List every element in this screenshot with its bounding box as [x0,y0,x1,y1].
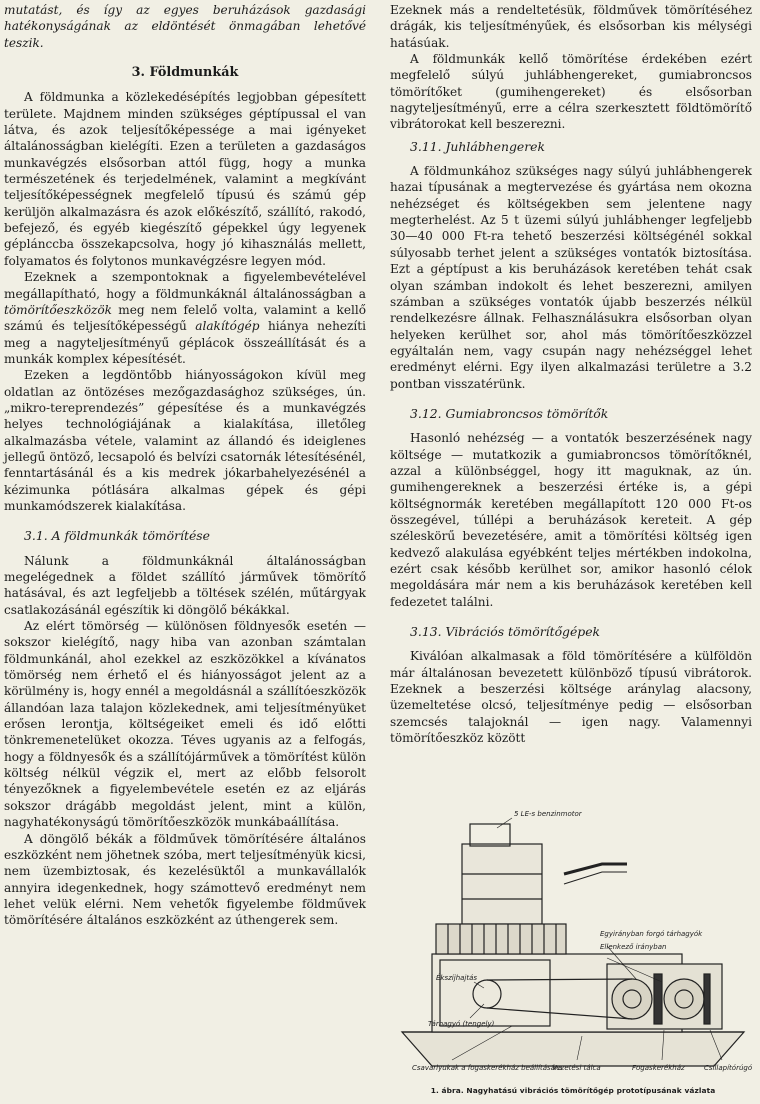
section-title: 3. Földmunkák [131,65,239,81]
adjust-label: Csavarlyukak a fogaskerékház beállítására [412,1064,563,1072]
paragraph: A döngölő békák a földművek tömörítésére általános eszközként nem jöhetnek szóba, mert teljesítményük kicsi, nem üzembiztosak, és kezelésüktől a munkavállalók annyira idegenkednek, hogy számottevő eredményt nem lehet velük elérni. Nem vehetők figyelembe földművek tömörítésére általános eszközként az úthengerek sem. [4,831,366,928]
paragraph: Ezeknek más a rendeltetésük, földművek tömörítéséhez drágák, kis teljesítményűek, és elsősorban kis mélységi hatásúak. [390,3,752,50]
roller-label: Tárhagyó (tengely) [428,1020,495,1028]
belt-label: Ékszíjhajtás [436,974,478,982]
figure-caption: 1. ábra. Nagyhatású vibrációs tömörítőgép prototípusának vázlata [430,1086,716,1095]
paragraph: Kiválóan alkalmasak a föld tömörítésére a külföldön már általánosan bevezetett különböző típusú vibrátorok. Ezeknek a beszerzési költsége aránylag alacsony, üzemeltetése olcsó, teljesítménye pedig — elsősorban szemcsés talajoknál — igen nagy. Valamennyi tömörítőeszköz között [390,649,752,746]
subsection-title: 3.11. Juhlábhengerek [410,138,545,154]
paragraph: Ezeken a legdöntőbb hiányosságokon kívül meg oldatlan az öntözéses mezőgazdasághoz szükséges, ún. „mikro-tereprendezés” gépesítése és a munkavégzés helyes technológiájának a kialakítása, illetőleg alkalmazásba vétele, valamint az állandó és ideiglenes jellegű öntöző, lecsapoló és belvízi csatornák létesítésénél, fenntartásánál és a kis medrek jókarbahelyezésénél a kézimunka pótlására alkalmas gépek és gépi munkamódszerek kialakítása. [4,368,366,513]
paragraph: Ezeknek a szempontoknak a figyelembevételével megállapítható, hogy a földmunkáknál általánosságban a tömörítőeszközök meg nem felelő volta, valamint a kellő számú és teljesítőképességű alakítógép hiánya nehezíti meg a nagyteljesítményű géplácok összeállítását és a munkák komplex képesítését. [4,270,367,366]
counter-shaft-label: Egyirányban forgó tárhagyók [600,930,703,938]
subsection-title: 3.13. Vibrációs tömörítőgépek [410,624,601,640]
paragraph: Hasonló nehézség — a vontatók beszerzésének nagy költsége — mutatkozik a gumiabroncsos tömörítőknél, azzal a különbséggel, hogy itt maguknak, az ún. gumihengereknek a beszerzési értéke is, a gépi költségnormák keretében megállapított 120 000 Ft-os összegével, túllépi a beruházások kereteit. A gép széleskörű bevezetésére, amit a tömörítési költség igen kedvező alakulása egyébként teljes mértékben indokolna, ezért csak később kerülhet sor, amikor hasonló célok megoldására már nem a kis beruházások keretében kell fedezetet találni. [390,431,752,609]
paragraph: A földmunkához szükséges nagy súlyú juhlábhengerek hazai típusának a megtervezése és gyártása nem okozna nehézséget és költségekben sem jelentene nagy megterhelést. Az 5 t üzemi súlyú juhlábhenger legfeljebb 30—40 000 Ft-ra tehető beszerzési költségénél sokkal súlyosabb terhet jelent a szükséges vontatók biztosítása. Ezt a géptípust a kis beruházások keretében tehát csak olyan számban indokolt és lehet beszerezni, amilyen számban a szükséges vontatók újabb beszerzés nélkül rendelkezésre állnak. Felhasználásukra elsősorban olyan helyeken kerülhet sor, ahol más tömörítőeszközzel egyáltalán nem, vagy csupán nagy nehézséggel lehet eredményt elérni. Egy ilyen alkalmazási területre a 3.2 pontban visszatérünk. [390,164,752,391]
vibrator-sketch [392,804,754,1080]
spring-label: Csillapítórúgó [704,1064,753,1072]
plate-label: Vezetési tálca [552,1064,601,1072]
engine-label: 5 LE-s benzinmotor [514,810,582,818]
right-column [390,2,752,746]
paragraph: A földmunkák kellő tömörítése érdekében ezért megfelelő súlyú juhlábhengereket, gumiabroncsos tömörítőket (gumihengereket) és elsősorban nagyteljesítményű, erre a célra szerkesztett földtömörítő vibrátorokat kell beszerezni. [390,52,752,132]
intro-paragraph: mutatást, és így az egyes beruházások gazdasági hatékonyságának az eldöntését önmagában lehetővé teszik. [4,3,366,50]
subsection-title: 3.1. A földmunkák tömörítése [24,528,210,544]
paragraph: Nálunk a földmunkáknál általánosságban megelégednek a földet szállító járművek tömörítő hatásával, és azt legfeljebb a töltések szélén, műtárgyak csatlakozásánál egészítik ki döngölő békákkal. [4,553,366,617]
gearbox-label: Fogaskerékház [632,1064,685,1072]
paragraph: A földmunka a közlekedésépítés legjobban gépesített területe. Majdnem minden szükséges géptípussal el van látva, és azok teljesítőképessége a mai igényeket általánosságban kielégíti. Ezen a területen a gazdaságos munkavégzés elsősorban attól függ, hogy a munka természetének és terjedelmének, valamint a megkívánt teljesítőképességnek megfelelő típusú és számú gép kerüljön alkalmazásra és azok előkészítő, szállító, rakodó, befejező, és egyéb kiegészítő gépekkel úgy legyenek géplánccba összekapcsolva, hogy jó kihasználás mellett, folyamatos és folytonos munkavégzésre legyen mód. [4,90,366,268]
machine-diagram [392,804,754,1080]
subsection-title: 3.12. Gumiabroncsos tömörítők [410,405,609,421]
paragraph: Az elért tömörség — különösen földnyesők esetén — sokszor kielégítő, nagy hiba van azonban számtalan földmunkánál, ahol ezekkel az eszközökkel a kívánatos tömörség nem érhető el és hiányosságot jelent az a körülmény is, hogy ennél a megoldásnál a szállítóeszközök állandóan laza talajon közlekednek, ami teljesítményüket erősen lerontja, költségeiket emeli és idő előtti tönkremenetelüket okozza. Téves ugyanis az a felfogás, hogy a földnyesők és a szállítójárművek a tömörítést külön költség nélkül végzik el, mert az előbb felsorolt tényezőknek a figyelembevétele esetén ez az eljárás sokszor drágább megoldást jelent, mint a külön, nagyhatékonyságú tömörítőeszközök munkábaállítása. [4,619,366,830]
left-column [4,2,366,929]
counter-house-label: Ellenkező irányban [600,943,667,951]
